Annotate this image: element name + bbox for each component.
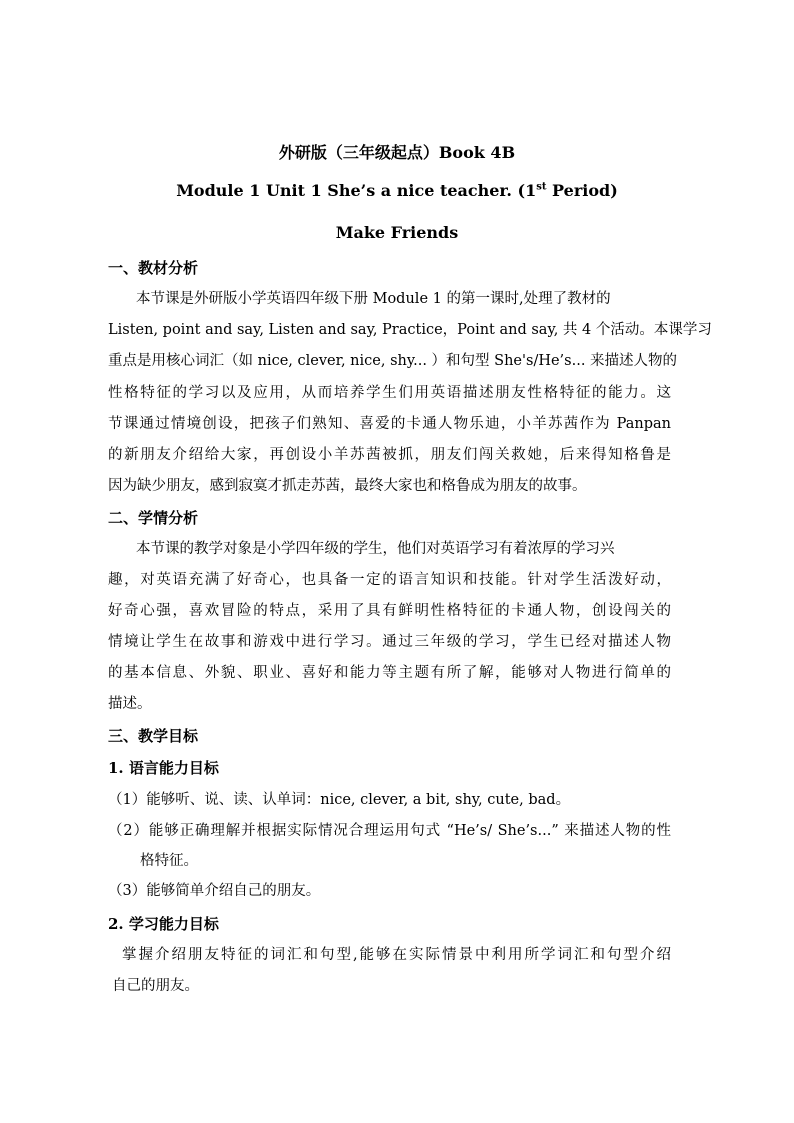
paragraph-line: 本节课的教学对象是小学四年级的学生，他们对英语学习有着浓厚的学习兴 xyxy=(136,541,615,557)
paragraph-line: 的新朋友介绍给大家，再创设小羊苏茜被抓，朋友们闯关救她，后来得知格鲁是 xyxy=(108,447,671,463)
paragraph-line: 的基本信息、外貌、职业、喜好和能力等主题有所了解，能够对人物进行简单的 xyxy=(108,665,671,681)
paragraph-line: 趣，对英语充满了好奇心，也具备一定的语言知识和技能。针对学生活泼好动， xyxy=(108,572,671,588)
paragraph-line: 自己的朋友。 xyxy=(112,978,199,994)
paragraph-line: 本节课是外研版小学英语四年级下册 Module 1 的第一课时,处理了教材的 xyxy=(136,291,611,307)
subtitle-main: Module 1 Unit 1 She’s a nice teacher. (1 xyxy=(176,181,537,200)
goal-item: （3）能够简单介绍自己的朋友。 xyxy=(108,883,321,899)
paragraph-line: 因为缺少朋友，感到寂寞才抓走苏茜，最终大家也和格鲁成为朋友的故事。 xyxy=(108,478,587,494)
document-subtitle xyxy=(0,181,794,200)
paragraph-line: 描述。 xyxy=(108,696,152,712)
paragraph-line: 节课通过情境创设，把孩子们熟知、喜爱的卡通人物乐迪，小羊苏茜作为 Panpan xyxy=(108,416,671,432)
document-topic: Make Friends xyxy=(335,223,459,242)
section-heading-student-analysis: 二、学情分析 xyxy=(108,509,199,527)
paragraph-line: 情境让学生在故事和游戏中进行学习。通过三年级的学习，学生已经对描述人物 xyxy=(108,634,671,650)
section-heading-textbook-analysis: 一、教材分析 xyxy=(108,259,199,277)
paragraph-line: 好奇心强，喜欢冒险的特点，采用了具有鲜明性格特征的卡通人物，创设闯关的 xyxy=(108,603,671,619)
paragraph-line: Listen, point and say, Listen and say, Practice，Point and say, 共 4 个活动。本课学习 xyxy=(108,322,712,338)
paragraph-line: 重点是用核心词汇（如 nice, clever, nice, shy... ）和句型 She's/He’s... 来描述人物的 xyxy=(108,353,678,369)
subtitle-end: Period) xyxy=(546,181,618,200)
document-title: 外研版（三年级起点）Book 4B xyxy=(278,143,516,162)
goal-item-continuation: 格特征。 xyxy=(140,853,198,869)
goal-heading-language: 1. 语言能力目标 xyxy=(108,759,219,777)
goal-heading-learning: 2. 学习能力目标 xyxy=(108,915,219,933)
goal-item: （1）能够听、说、读、认单词：nice, clever, a bit, shy, cute, bad。 xyxy=(108,792,571,808)
subtitle-superscript: st xyxy=(536,181,547,193)
paragraph-line: 掌握介绍朋友特征的词汇和句型,能够在实际情景中利用所学词汇和句型介绍 xyxy=(122,947,671,963)
goal-item: （2）能够正确理解并根据实际情况合理运用句式 “He’s/ She’s...” 来描述人物的性 xyxy=(108,823,671,839)
paragraph-line: 性格特征的学习以及应用，从而培养学生们用英语描述朋友性格特征的能力。这 xyxy=(108,385,671,401)
section-heading-teaching-goals: 三、教学目标 xyxy=(108,727,199,745)
